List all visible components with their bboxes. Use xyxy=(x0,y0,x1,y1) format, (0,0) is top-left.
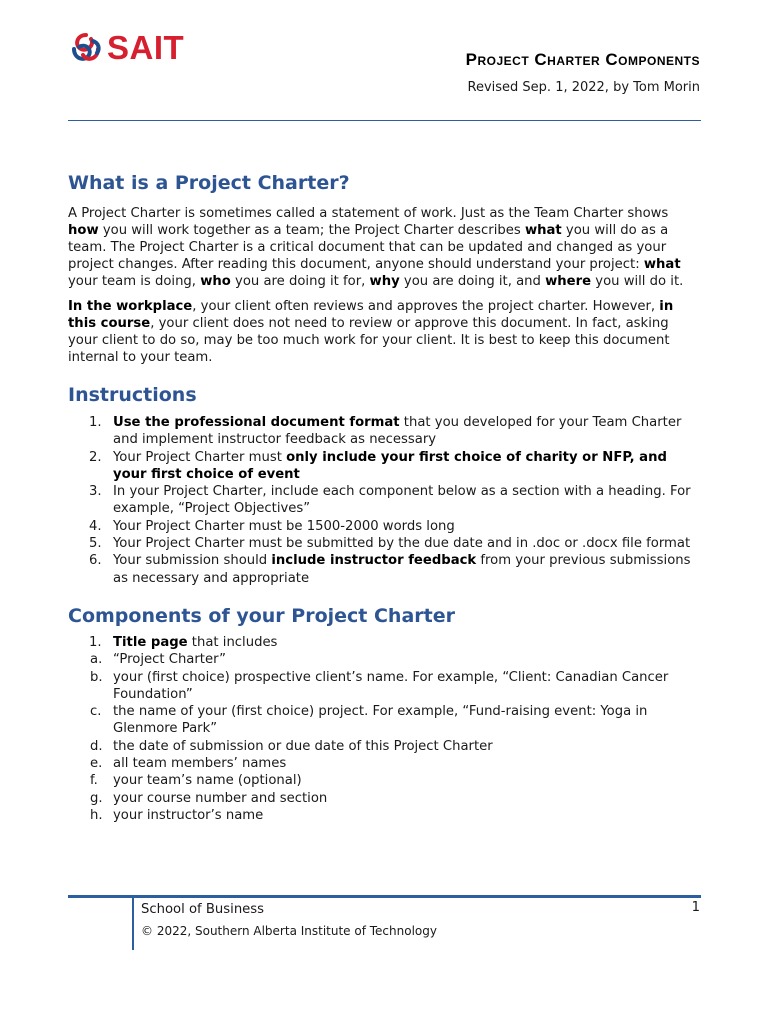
section-heading-instructions: Instructions xyxy=(68,384,197,406)
instruction-item: 6. Your submission should include instructor feedback from your previous submissions as necessary and appropriate xyxy=(89,553,691,586)
item-number: 4. xyxy=(89,518,102,534)
sub-item-letter: g. xyxy=(90,790,103,806)
sub-item-text: all team members’ names xyxy=(113,756,287,772)
instruction-item: 4. Your Project Charter must be 1500-2000 words long xyxy=(89,518,455,534)
sub-item-letter: b. xyxy=(90,669,103,685)
sub-item xyxy=(68,738,701,755)
sub-item xyxy=(68,807,701,824)
section-heading-what: What is a Project Charter? xyxy=(68,172,350,194)
components-list xyxy=(68,634,701,824)
instructions-list xyxy=(68,414,701,587)
item-number: 5. xyxy=(89,536,102,552)
header-divider xyxy=(68,120,701,121)
sub-item-text: “Project Charter” xyxy=(113,652,226,668)
sait-logo xyxy=(69,30,184,66)
sub-item-letter: a. xyxy=(90,652,103,668)
component-item: 1. Title page that includes a. “Project Charter” b. your (first choice) prospective client’s name. For example, “Client: Canadian Cancer Foundation” c. the name of your (first choice) project. For example, “Fund-raising event: Yoga in Glenmore Park” d. the date of submission or due date of this Project Charter e. all team members’ names f. your team’s name (optional) g. your course number and section h. your instructor’s name xyxy=(68,634,701,824)
instruction-item: 5. Your Project Charter must be submitted by the due date and in .doc or .docx file format xyxy=(89,536,691,552)
sait-knot-icon xyxy=(69,31,103,65)
sub-item xyxy=(68,703,701,738)
sub-item-text: your course number and section xyxy=(113,790,328,806)
instruction-item: 3. In your Project Charter, include each component below as a section with a heading. For example, “Project Objectives” xyxy=(89,484,691,517)
document-body xyxy=(68,171,701,824)
sub-item xyxy=(68,772,701,789)
item-number: 1. xyxy=(89,415,102,430)
paragraph-workplace: In the workplace, your client often reviews and approves the project charter. However, in this course, your client does not need to review or approve this document. In fact, asking your client to do so, may be too much work for your client. It is best to keep this document internal to your team. xyxy=(68,299,674,365)
document-title: Project Charter Components xyxy=(465,50,700,69)
sub-item-text: the name of your (first choice) project. For example, “Fund-raising event: Yoga in Glenmore Park” xyxy=(113,704,648,737)
logo-text: SAIT xyxy=(107,29,185,66)
sub-item-letter: e. xyxy=(90,756,103,772)
instruction-item: 2. Your Project Charter must only include your first choice of charity or NFP, and your first choice of event xyxy=(89,449,667,482)
sub-item-letter: f. xyxy=(90,773,98,789)
item-number: 1. xyxy=(89,634,102,650)
sub-item xyxy=(68,755,701,772)
item-number: 3. xyxy=(89,484,102,500)
footer-vertical-divider xyxy=(132,898,134,950)
sub-item-text: your (first choice) prospective client’s name. For example, “Client: Canadian Cancer Foundation” xyxy=(113,669,669,702)
page-number: 1 xyxy=(691,900,700,915)
sub-item xyxy=(68,790,701,807)
item-number: 2. xyxy=(89,449,102,465)
title-page-sublist xyxy=(68,651,701,824)
sub-item xyxy=(68,669,701,704)
sub-item-letter: d. xyxy=(90,738,103,754)
footer-copyright: © 2022, Southern Alberta Institute of Technology xyxy=(141,924,437,938)
footer-divider xyxy=(68,895,701,898)
sub-item-text: the date of submission or due date of this Project Charter xyxy=(113,738,493,754)
sub-item-letter: h. xyxy=(90,807,103,823)
section-heading-components: Components of your Project Charter xyxy=(68,604,455,627)
footer-school: School of Business xyxy=(141,902,265,917)
sub-item-letter: c. xyxy=(90,704,102,720)
instruction-item: 1. Use the professional document format that you developed for your Team Charter and implement instructor feedback as necessary xyxy=(89,415,682,448)
sub-item xyxy=(68,651,701,668)
sub-item-text: your team’s name (optional) xyxy=(113,773,302,789)
paragraph-what-intro: A Project Charter is sometimes called a statement of work. Just as the Team Charter shows how you will work together as a team; the Project Charter describes what you will do as a team. The Project Charter is a critical document that can be updated and changed as your project changes. After reading this document, anyone should understand your project: what your team is doing, who you are doing it for, why you are doing it, and where you will do it. xyxy=(68,206,684,289)
sub-item-text: your instructor’s name xyxy=(113,807,264,823)
revision-note: Revised Sep. 1, 2022, by Tom Morin xyxy=(467,80,700,95)
item-number: 6. xyxy=(89,553,102,569)
